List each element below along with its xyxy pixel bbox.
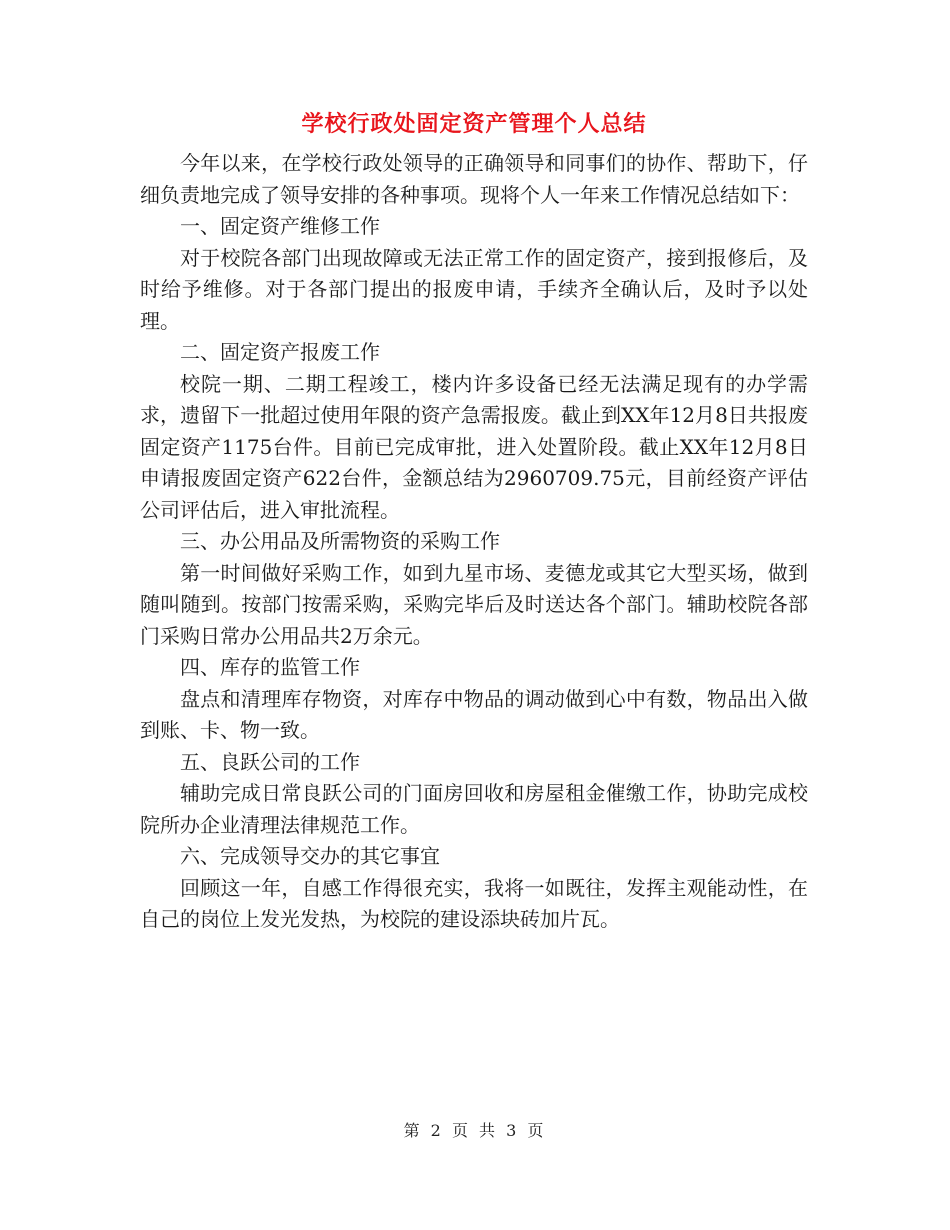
intro-paragraph: 今年以来，在学校行政处领导的正确领导和同事们的协作、帮助下，仔细负责地完成了领导安排的各种事项。现将个人一年来工作情况总结如下： [140, 151, 808, 207]
document-body [140, 104, 808, 936]
section-3-heading: 三、办公用品及所需物资的采购工作 [180, 529, 500, 553]
section-5-heading: 五、良跃公司的工作 [180, 749, 360, 774]
section-6-body: 回顾这一年，自感工作得很充实，我将一如既往，发挥主观能动性，在自己的岗位上发光发热，为校院的建设添块砖加片瓦。 [140, 875, 808, 931]
document-title: 学校行政处固定资产管理个人总结 [301, 111, 647, 137]
section-4-heading: 四、库存的监管工作 [180, 655, 360, 679]
section-3-body: 第一时间做好采购工作，如到九星市场、麦德龙或其它大型买场，做到随叫随到。按部门按需采购，采购完毕后及时送达各个部门。辅助校院各部门采购日常办公用品共2万余元。 [140, 560, 808, 648]
page-number-footer: 第 2 页 共 3 页 [403, 1121, 547, 1140]
section-1-body: 对于校院各部门出现故障或无法正常工作的固定资产，接到报修后，及时给予维修。对于各部门提出的报废申请，手续齐全确认后，及时予以处理。 [140, 245, 808, 333]
section-4-body: 盘点和清理库存物资，对库存中物品的调动做到心中有数，物品出入做到账、卡、物一致。 [140, 686, 808, 742]
section-6-heading: 六、完成领导交办的其它事宜 [180, 844, 440, 868]
section-2-body: 校院一期、二期工程竣工，楼内许多设备已经无法满足现有的办学需求，遗留下一批超过使用年限的资产急需报废。截止到XX年12月8日共报废固定资产1175台件。目前已完成审批，进入处置阶段。截止XX年12月8日申请报废固定资产622台件，金额总结为2960709.75元，目前经资产评估公司评估后，进入审批流程。 [140, 371, 808, 522]
section-5-body: 辅助完成日常良跃公司的门面房回收和房屋租金催缴工作，协助完成校院所办企业清理法律规范工作。 [140, 781, 808, 837]
section-1-heading: 一、固定资产维修工作 [180, 214, 380, 238]
section-2-heading: 二、固定资产报废工作 [180, 340, 380, 364]
